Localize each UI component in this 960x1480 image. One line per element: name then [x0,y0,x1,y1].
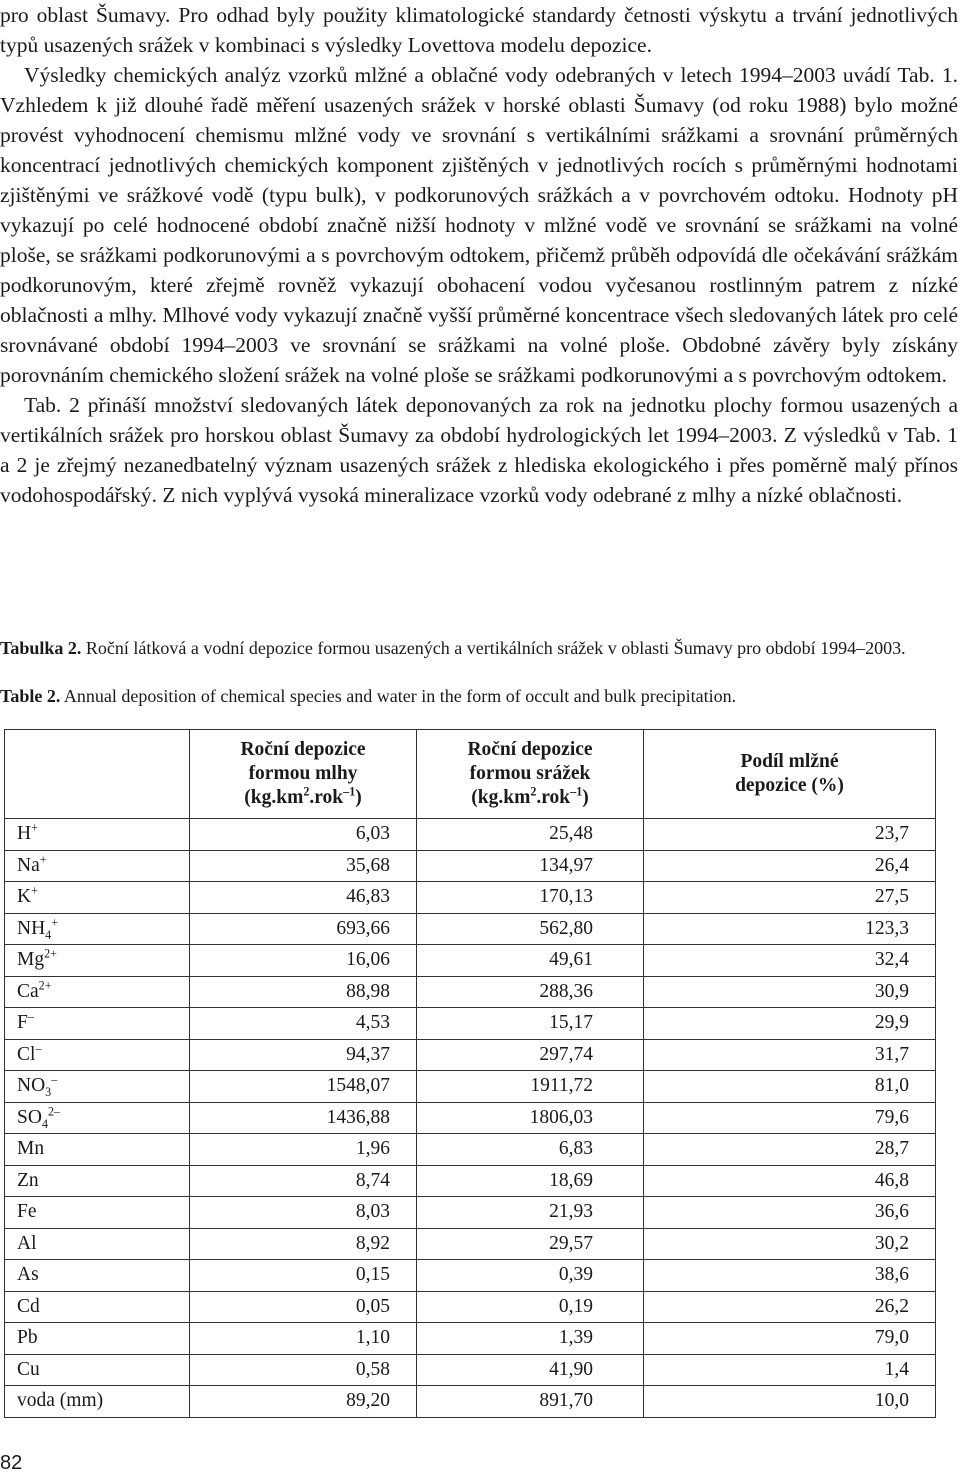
caption-text: Roční látková a vodní depozice formou usazených a vertikálních srážek v oblasti Šumavy pro období 1994–2003. [85,638,906,658]
fog-deposition-cell: 16,06 [190,945,417,977]
header-bulk-deposition [417,730,644,819]
fog-deposition-cell: 1548,07 [190,1071,417,1103]
species-cell: voda (mm) [5,1386,190,1418]
table-row [5,1165,936,1197]
fog-deposition-cell: 6,03 [190,819,417,851]
fog-share-cell: 46,8 [644,1165,936,1197]
caption-label: Tabulka 2. [0,638,82,658]
fog-deposition-cell: 8,03 [190,1197,417,1229]
fog-deposition-cell: 46,83 [190,882,417,914]
table-row [5,1071,936,1103]
bulk-deposition-cell: 0,19 [417,1291,644,1323]
fog-share-cell: 30,9 [644,976,936,1008]
fog-share-cell: 38,6 [644,1260,936,1292]
fog-share-cell: 26,2 [644,1291,936,1323]
fog-deposition-cell: 88,98 [190,976,417,1008]
species-cell: H+ [5,819,190,851]
header-line: Podíl mlžné [740,751,839,772]
header-unit: $(kg.km^2.rok^{-1})$ [244,784,362,808]
fog-share-cell: 1,4 [644,1354,936,1386]
header-line: formou srážek [469,763,591,784]
fog-share-cell: 32,4 [644,945,936,977]
fog-deposition-cell: 8,74 [190,1165,417,1197]
table-header-row [5,730,936,819]
table-row [5,1386,936,1418]
fog-share-cell: 30,2 [644,1228,936,1260]
fog-deposition-cell: 693,66 [190,913,417,945]
table-row [5,913,936,945]
table-row [5,819,936,851]
header-line: Roční depozice [467,739,593,760]
header-empty [5,730,190,819]
header-fog-deposition [190,730,417,819]
paragraph-3: Tab. 2 přináší množství sledovaných látek deponovaných za rok na jednotku plochy formou usazených a vertikálních srážek pro horskou oblast Šumavy za období hydrologických let 1994–2003. Z výsledků v Tab. 1 a 2 je zřejmý nezanedbatelný význam usazených srážek z hlediska ekologického i přes poměrně malý přínos vodohospodářský. Z nich vyplývá vysoká mineralizace vzorků vody odebrané z mlhy a nízké oblačnosti. [0,393,958,507]
header-unit: $(kg.km^2.rok^{-1})$ [471,784,589,808]
fog-deposition-cell: 1436,88 [190,1102,417,1134]
fog-deposition-cell: 4,53 [190,1008,417,1040]
paragraph-1: pro oblast Šumavy. Pro odhad byly použity klimatologické standardy četnosti výskytu a trvání jednotlivých typů usazených srážek v kombinaci s výsledky Lovettova modelu depozice. [0,3,958,57]
header-line: depozice (%) [735,775,844,796]
bulk-deposition-cell: 170,13 [417,882,644,914]
header-line: Roční depozice [240,739,366,760]
fog-share-cell: 123,3 [644,913,936,945]
caption-text: Annual deposition of chemical species and water in the form of occult and bulk precipitation. [63,686,737,706]
table-row [5,1228,936,1260]
bulk-deposition-cell: 6,83 [417,1134,644,1166]
species-cell: $Mg^{2+}$ [5,945,190,977]
bulk-deposition-cell: 562,80 [417,913,644,945]
fog-deposition-cell: 0,05 [190,1291,417,1323]
fog-deposition-cell: 94,37 [190,1039,417,1071]
species-cell: Fe [5,1197,190,1229]
fog-deposition-cell: 8,92 [190,1228,417,1260]
fog-share-cell: 36,6 [644,1197,936,1229]
table-row [5,882,936,914]
bulk-deposition-cell: 1,39 [417,1323,644,1355]
bulk-deposition-cell: 1806,03 [417,1102,644,1134]
species-cell: As [5,1260,190,1292]
header-line: formou mlhy [248,763,358,784]
deposition-table [4,729,936,1418]
species-cell: F– [5,1008,190,1040]
fog-share-cell: 79,0 [644,1323,936,1355]
bulk-deposition-cell: 29,57 [417,1228,644,1260]
species-cell: Cd [5,1291,190,1323]
fog-share-cell: 10,0 [644,1386,936,1418]
caption-label: Table 2. [0,686,61,706]
bulk-deposition-cell: 297,74 [417,1039,644,1071]
bulk-deposition-cell: 288,36 [417,976,644,1008]
body-text [0,0,958,510]
fog-share-cell: 23,7 [644,819,936,851]
species-cell: $Ca^{2+}$ [5,976,190,1008]
fog-deposition-cell: 35,68 [190,850,417,882]
species-cell: $NO_3^-$ [5,1071,190,1103]
table-row [5,1260,936,1292]
fog-share-cell: 29,9 [644,1008,936,1040]
table-row [5,1134,936,1166]
table-row [5,850,936,882]
table-row [5,976,936,1008]
fog-share-cell: 26,4 [644,850,936,882]
fog-share-cell: 28,7 [644,1134,936,1166]
fog-share-cell: 79,6 [644,1102,936,1134]
species-cell: K+ [5,882,190,914]
table-row [5,1102,936,1134]
species-cell: Pb [5,1323,190,1355]
table-caption-english [0,684,958,708]
species-cell: Cl– [5,1039,190,1071]
bulk-deposition-cell: 25,48 [417,819,644,851]
bulk-deposition-cell: 134,97 [417,850,644,882]
fog-share-cell: 81,0 [644,1071,936,1103]
table-caption-czech [0,636,958,660]
table-body [5,819,936,1418]
bulk-deposition-cell: 41,90 [417,1354,644,1386]
bulk-deposition-cell: 15,17 [417,1008,644,1040]
fog-deposition-cell: 1,10 [190,1323,417,1355]
bulk-deposition-cell: 0,39 [417,1260,644,1292]
table-row [5,1039,936,1071]
table-row [5,945,936,977]
fog-share-cell: 31,7 [644,1039,936,1071]
bulk-deposition-cell: 21,93 [417,1197,644,1229]
fog-deposition-cell: 1,96 [190,1134,417,1166]
fog-deposition-cell: 0,15 [190,1260,417,1292]
page-number: 82 [0,1452,23,1474]
bulk-deposition-cell: 49,61 [417,945,644,977]
table-row [5,1008,936,1040]
table-row [5,1354,936,1386]
fog-share-cell: 27,5 [644,882,936,914]
bulk-deposition-cell: 1911,72 [417,1071,644,1103]
table-row [5,1323,936,1355]
species-cell: $SO_4^{2-}$ [5,1102,190,1134]
table-row [5,1291,936,1323]
species-cell: Na+ [5,850,190,882]
species-cell: Cu [5,1354,190,1386]
species-cell: Zn [5,1165,190,1197]
table-row [5,1197,936,1229]
species-cell: Al [5,1228,190,1260]
header-fog-share [644,730,936,819]
species-cell: $NH_4^+$ [5,913,190,945]
bulk-deposition-cell: 891,70 [417,1386,644,1418]
species-cell: Mn [5,1134,190,1166]
paragraph-2: Výsledky chemických analýz vzorků mlžné a oblačné vody odebraných v letech 1994–2003 uvádí Tab. 1. Vzhledem k již dlouhé řadě měření usazených srážek v horské oblasti Šumavy (od roku 1988) bylo možné provést vyhodnocení chemismu mlžné vody ve srovnání s vertikálními srážkami a srovnání průměrných koncentrací jednotlivých chemických komponent zjištěných v jednotlivých rocích s průměrnými hodnotami zjištěnými ve srážkové vodě (typu bulk), v podkorunových srážkách a v povrchovém odtoku. Hodnoty pH vykazují po celé hodnocené období značně nižší hodnoty v mlžné vodě ve srovnání se srážkami na volné ploše, se srážkami podkorunovými a s povrchovým odtokem, přičemž průběh odpovídá dle očekávání srážkám podkorunovým, které zřejmě rovněž vykazují obohacení vodou vyčesanou rostlinným patrem z nízké oblačnosti a mlhy. Mlhové vody vykazují značně vyšší průměrné koncentrace všech sledovaných látek pro celé srovnávané období 1994–2003 ve srovnání se srážkami na volné ploše. Obdobné závěry byly získány porovnáním chemického složení srážek na volné ploše se srážkami podkorunovými a s povrchovým odtokem. [0,63,958,387]
fog-deposition-cell: 89,20 [190,1386,417,1418]
fog-deposition-cell: 0,58 [190,1354,417,1386]
bulk-deposition-cell: 18,69 [417,1165,644,1197]
